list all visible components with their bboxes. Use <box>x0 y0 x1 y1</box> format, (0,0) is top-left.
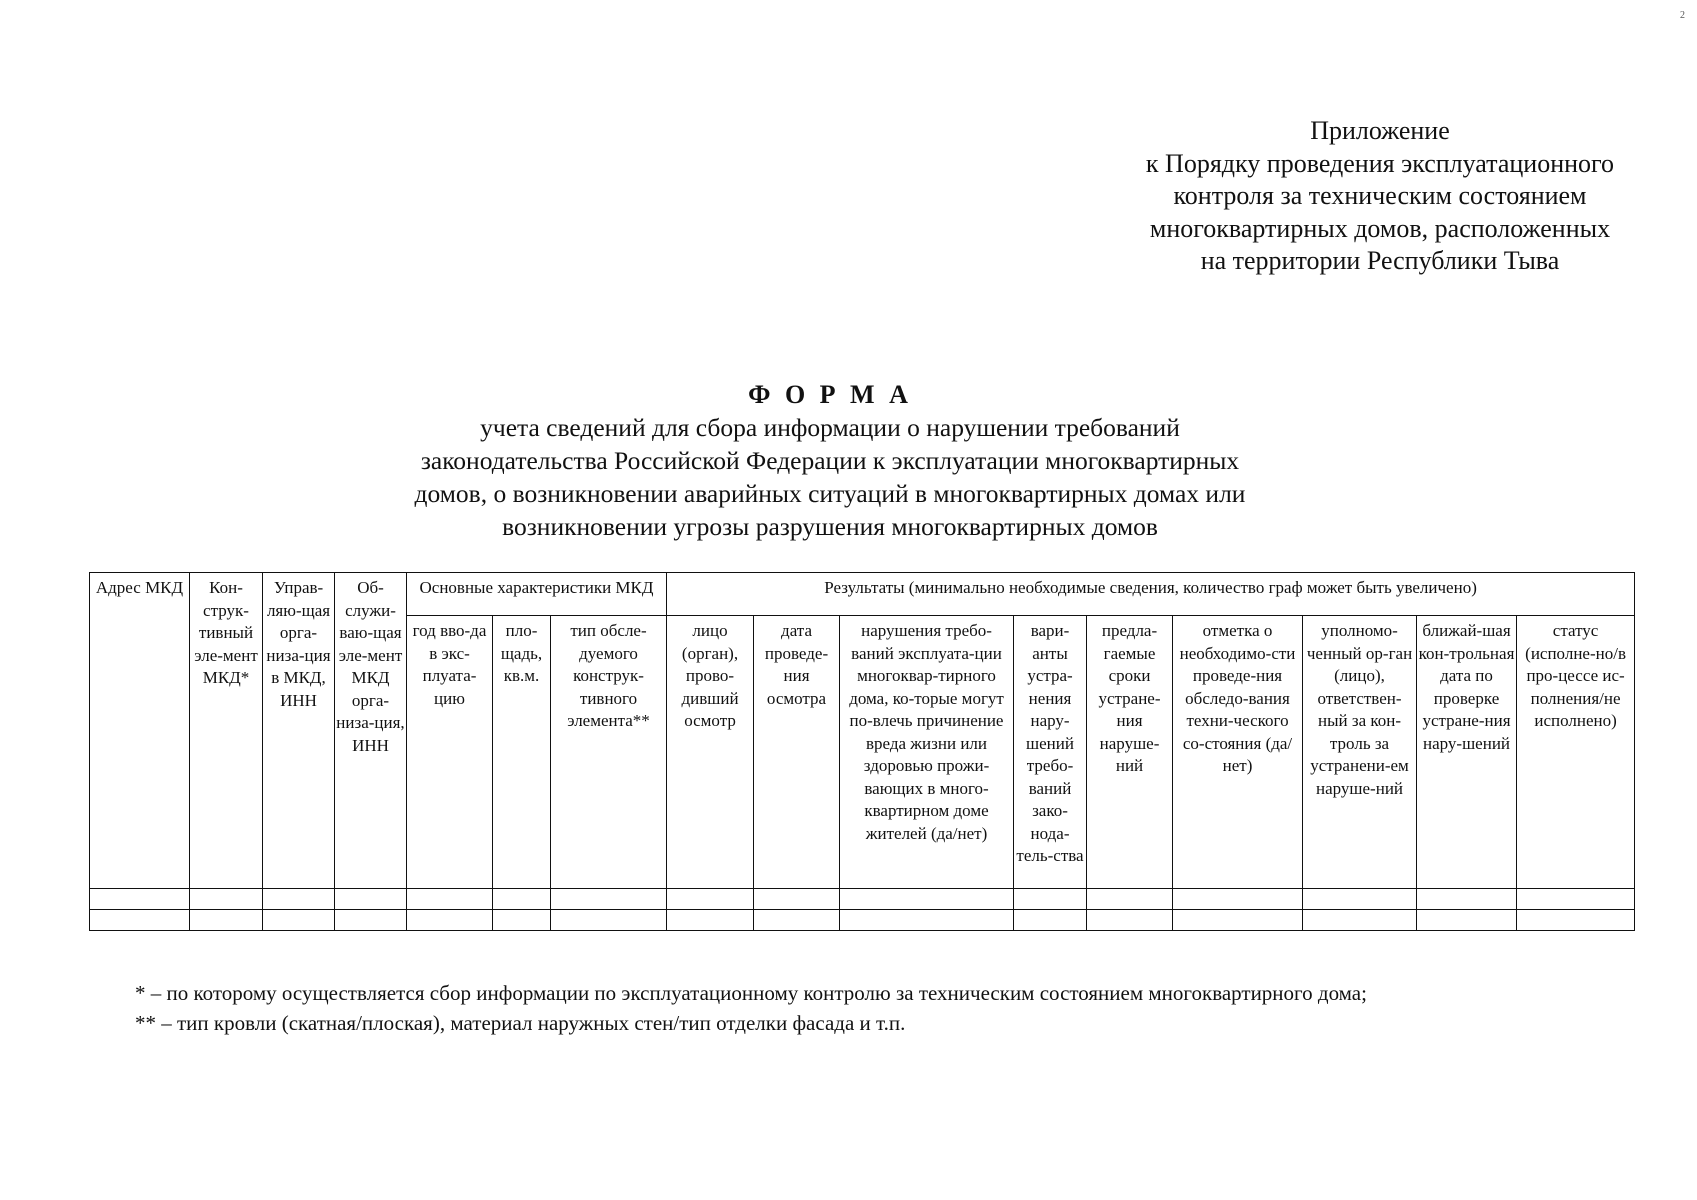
table-cell[interactable] <box>263 889 335 910</box>
table-cell[interactable] <box>190 910 263 931</box>
page-corner-mark: 2 <box>1680 10 1685 21</box>
table-cell[interactable] <box>263 910 335 931</box>
table-row <box>90 889 1635 910</box>
table-cell[interactable] <box>1517 910 1635 931</box>
table-cell[interactable] <box>335 910 407 931</box>
table-cell[interactable] <box>407 910 493 931</box>
form-title-line: домов, о возникновении аварийных ситуаций в многоквартирных домах или <box>414 479 1246 508</box>
appendix-line: Приложение <box>1310 116 1450 145</box>
group-results-header: Результаты (минимально необходимые сведения, количество граф может быть увеличено) <box>667 573 1635 616</box>
table-cell[interactable] <box>667 910 754 931</box>
form-heading: Ф О Р М А <box>748 380 912 409</box>
table-cell[interactable] <box>335 889 407 910</box>
col-service-org-header: Об-служи-ваю-щая эле-мент МКД орга-низа-ция, ИНН <box>335 573 407 889</box>
table-row <box>90 910 1635 931</box>
col-element-type-header: тип обсле-дуемого конструк-тивного элемента** <box>551 616 667 889</box>
footnote-structural-element: * – по которому осуществляется сбор информации по эксплуатационному контролю за техническим состоянием многоквартирного дома; <box>135 981 1367 1005</box>
col-inspector-header: лицо (орган), прово-дивший осмотр <box>667 616 754 889</box>
table-cell[interactable] <box>1517 889 1635 910</box>
table-cell[interactable] <box>551 910 667 931</box>
table-cell[interactable] <box>407 889 493 910</box>
table-cell[interactable] <box>1303 910 1417 931</box>
form-title-line: законодательства Российской Федерации к эксплуатации многоквартирных <box>420 446 1240 475</box>
appendix-note <box>1115 115 1645 278</box>
form-title <box>330 378 1330 543</box>
table-cell[interactable] <box>1014 889 1087 910</box>
col-area-header: пло-щадь, кв.м. <box>493 616 551 889</box>
header-row-1 <box>90 573 1635 616</box>
table-cell[interactable] <box>1173 889 1303 910</box>
table-cell[interactable] <box>1417 910 1517 931</box>
col-survey-needed-header: отметка о необходимо-сти проведе-ния обследо-вания техни-ческого со-стояния (да/нет) <box>1173 616 1303 889</box>
table-cell[interactable] <box>90 889 190 910</box>
col-commission-year-header: год вво-да в экс-плуата-цию <box>407 616 493 889</box>
col-next-control-date-header: ближай-шая кон-трольная дата по проверке устране-ния нару-шений <box>1417 616 1517 889</box>
form-title-line: возникновении угрозы разрушения многоквартирных домов <box>502 512 1158 541</box>
col-proposed-deadlines-header: предла-гаемые сроки устране-ния наруше-ний <box>1087 616 1173 889</box>
col-structural-element-header: Кон-струк-тивный эле-мент МКД* <box>190 573 263 889</box>
table-cell[interactable] <box>551 889 667 910</box>
violations-form-table <box>89 572 1635 931</box>
table-cell[interactable] <box>1014 910 1087 931</box>
table-cell[interactable] <box>667 889 754 910</box>
col-responsible-authority-header: уполномо-ченный ор-ган (лицо), ответствен-ный за кон-троль за устранени-ем наруше-ний <box>1303 616 1417 889</box>
table-cell[interactable] <box>1303 889 1417 910</box>
col-inspection-date-header: дата проведе-ния осмотра <box>754 616 840 889</box>
appendix-line: многоквартирных домов, расположенных <box>1149 213 1611 243</box>
table-cell[interactable] <box>840 889 1014 910</box>
col-remedy-options-header: вари-анты устра-нения нару-шений требо-ваний зако-нода-тель-ства <box>1014 616 1087 889</box>
table-cell[interactable] <box>1417 889 1517 910</box>
col-address-header: Адрес МКД <box>90 573 190 889</box>
col-management-org-header: Управ-ляю-щая орга-низа-ция в МКД, ИНН <box>263 573 335 889</box>
table-cell[interactable] <box>754 889 840 910</box>
table-cell[interactable] <box>754 910 840 931</box>
table-cell[interactable] <box>493 889 551 910</box>
footnote-element-type: ** – тип кровли (скатная/плоская), материал наружных стен/тип отделки фасада и т.п. <box>135 1011 906 1035</box>
table-cell[interactable] <box>190 889 263 910</box>
footnotes <box>135 978 1645 1038</box>
group-main-characteristics-header: Основные характеристики МКД <box>407 573 667 616</box>
appendix-line: к Порядку проведения эксплуатационного <box>1145 148 1615 178</box>
table-cell[interactable] <box>1087 889 1173 910</box>
table-cell[interactable] <box>1173 910 1303 931</box>
appendix-line: на территории Республики Тыва <box>1200 246 1560 275</box>
table-cell[interactable] <box>90 910 190 931</box>
table-cell[interactable] <box>493 910 551 931</box>
col-status-header: статус (исполне-но/в про-цессе ис-полнения/не исполнено) <box>1517 616 1635 889</box>
table-cell[interactable] <box>840 910 1014 931</box>
form-title-line: учета сведений для сбора информации о нарушении требований <box>480 413 1180 442</box>
table-cell[interactable] <box>1087 910 1173 931</box>
appendix-line: контроля за техническим состоянием <box>1173 181 1587 210</box>
col-violations-header: нарушения требо-ваний эксплуата-ции многоквар-тирного дома, ко-торые могут по-влечь причинение вреда жизни или здоровью прожи-вающих в много-квартирном доме жителей (да/нет) <box>840 616 1014 889</box>
